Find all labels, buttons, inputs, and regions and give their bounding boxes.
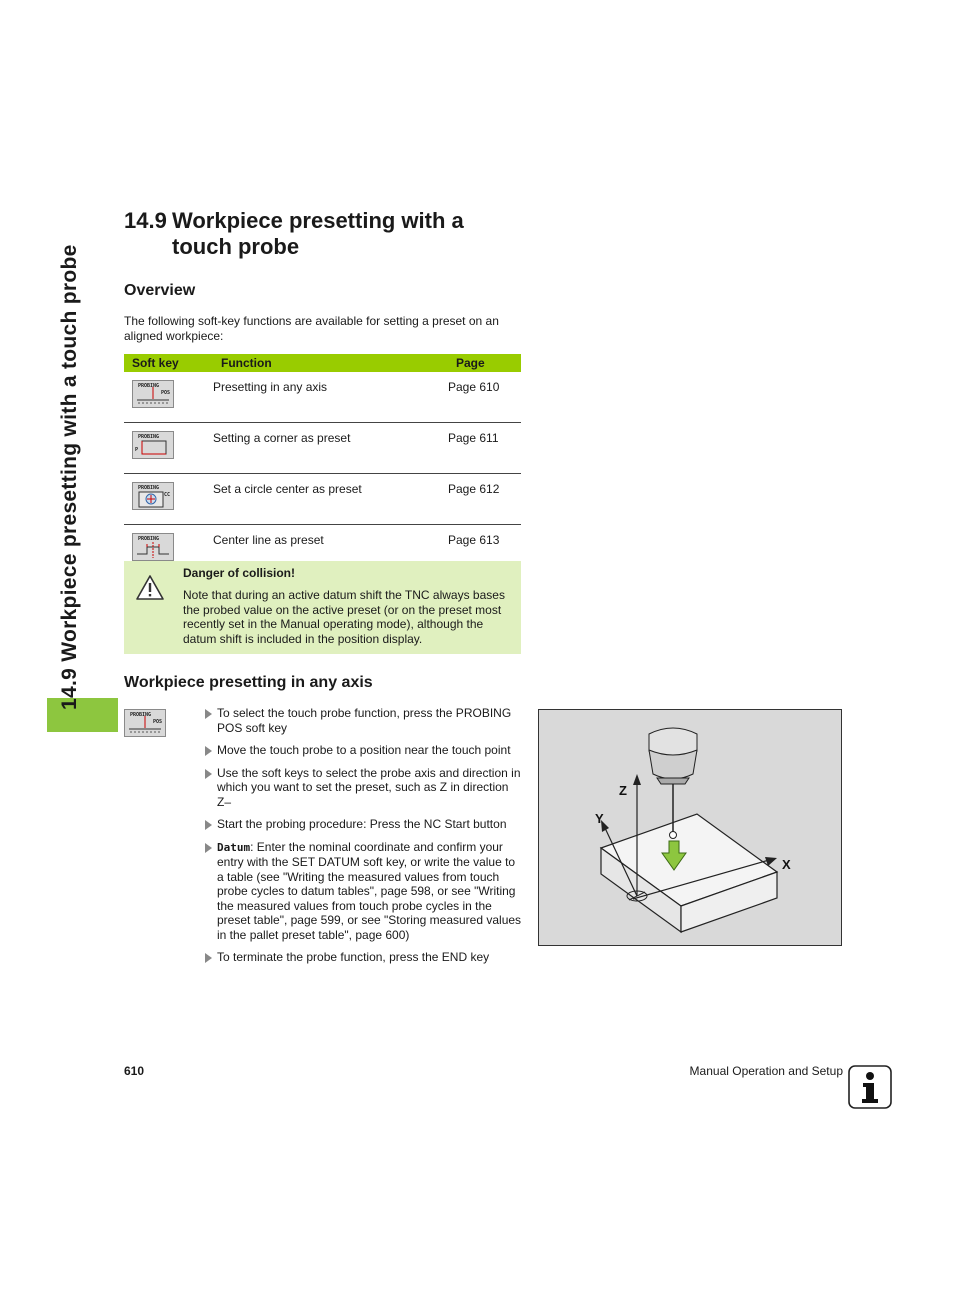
- function-cell: Setting a corner as preset: [213, 423, 448, 474]
- table-header-row: [124, 354, 521, 372]
- step-text: : Enter the nominal coordinate and confirm your entry with the SET DATUM soft key, or write the value to a table (see "Writing the measured values from touch probe cycles to datum tables", page 598, or see "Writing the measured values from touch probe cycles in the preset table", page 599, or see "Storing measured values in the pallet preset table", page 600): [217, 839, 522, 942]
- overview-heading: Overview: [124, 282, 196, 299]
- step-text: Move the touch probe to a position near the touch point: [217, 743, 511, 757]
- col-header-page: Page: [448, 354, 521, 372]
- softkey-cell: [124, 372, 213, 423]
- step-item: [205, 840, 525, 943]
- col-header-softkey: Soft key: [124, 354, 213, 372]
- procedure-steps: [205, 706, 525, 973]
- softkey-cell: [124, 474, 213, 525]
- softkey-sublabel: POS: [152, 719, 162, 725]
- probing-pos-softkey[interactable]: [124, 709, 166, 737]
- footer-chapter-title: Manual Operation and Setup: [689, 1064, 843, 1078]
- softkey-cell: [124, 423, 213, 474]
- softkey-label: PROBING: [138, 536, 160, 542]
- title-line1: Workpiece presetting with a: [172, 208, 464, 233]
- softkey-label: PROBING: [138, 434, 160, 440]
- step-arrow-icon: [205, 953, 212, 963]
- touch-probe-figure: [538, 709, 842, 946]
- page-cell: Page 611: [448, 423, 521, 474]
- softkey-table: [124, 354, 521, 576]
- table-row: [124, 474, 521, 525]
- probe-workpiece-illustration: [539, 710, 841, 945]
- step-arrow-icon: [205, 769, 212, 779]
- corner-icon: [133, 432, 173, 458]
- function-cell: Set a circle center as preset: [213, 474, 448, 525]
- table-row: [124, 372, 521, 423]
- title-number: 14.9: [124, 208, 167, 233]
- function-cell: Center line as preset: [213, 525, 448, 576]
- page-cell: Page 613: [448, 525, 521, 576]
- any-axis-heading: Workpiece presetting in any axis: [124, 674, 373, 691]
- table-row: [124, 423, 521, 474]
- softkey-label: PROBING: [138, 485, 160, 491]
- step-item: [205, 817, 525, 832]
- probing-corner-softkey[interactable]: [132, 431, 174, 459]
- probe-axis-icon: [125, 710, 165, 736]
- page-number: 610: [124, 1064, 145, 1078]
- y-axis-label: Y: [595, 811, 604, 826]
- probe-axis-icon: [133, 381, 173, 407]
- page-cell: Page 612: [448, 474, 521, 525]
- step-text: To terminate the probe function, press the END key: [217, 950, 490, 964]
- function-cell: Presetting in any axis: [213, 372, 448, 423]
- title-line2: touch probe: [172, 234, 300, 259]
- info-icon: [848, 1065, 892, 1109]
- step-text: Use the soft keys to select the probe axis and direction in which you want to set the preset, such as Z in direction Z–: [217, 765, 521, 809]
- softkey-label: PROBING: [138, 383, 160, 389]
- step-code: Datum: [217, 840, 251, 854]
- step-text: To select the touch probe function, press the PROBING POS soft key: [217, 706, 512, 735]
- softkey-sublabel: POS: [160, 390, 170, 396]
- warning-body: Note that during an active datum shift the TNC always bases the probed value on the active preset (or on the preset most recently set in the Manual operating mode), although the datum shift is included in the position display.: [183, 588, 505, 646]
- page-title: [124, 208, 524, 260]
- softkey-label: PROBING: [130, 712, 152, 718]
- step-item: [205, 706, 525, 735]
- step-text: Start the probing procedure: Press the NC Start button: [217, 817, 507, 831]
- circle-center-icon: [133, 483, 173, 509]
- page-cell: Page 610: [448, 372, 521, 423]
- step-arrow-icon: [205, 746, 212, 756]
- step-arrow-icon: [205, 843, 212, 853]
- warning-triangle-icon: [135, 574, 165, 602]
- warning-heading: Danger of collision!: [183, 566, 296, 580]
- step-item: [205, 743, 525, 758]
- step-item: [205, 950, 525, 965]
- center-line-icon: [133, 534, 173, 560]
- step-arrow-icon: [205, 709, 212, 719]
- probing-circle-softkey[interactable]: [132, 482, 174, 510]
- softkey-sublabel: CC: [163, 492, 170, 498]
- x-axis-label: X: [782, 857, 791, 872]
- probing-pos-softkey[interactable]: [132, 380, 174, 408]
- collision-warning: [124, 561, 521, 654]
- overview-intro: The following soft-key functions are available for setting a preset on an aligned workpiece:: [124, 314, 499, 343]
- step-item: [205, 766, 525, 810]
- z-axis-label: Z: [619, 783, 627, 798]
- probing-centerline-softkey[interactable]: [132, 533, 174, 561]
- step-arrow-icon: [205, 820, 212, 830]
- softkey-sublabel: P: [135, 447, 139, 453]
- col-header-function: Function: [213, 354, 448, 372]
- side-title: 14.9 Workpiece presetting with a touch probe: [58, 244, 81, 710]
